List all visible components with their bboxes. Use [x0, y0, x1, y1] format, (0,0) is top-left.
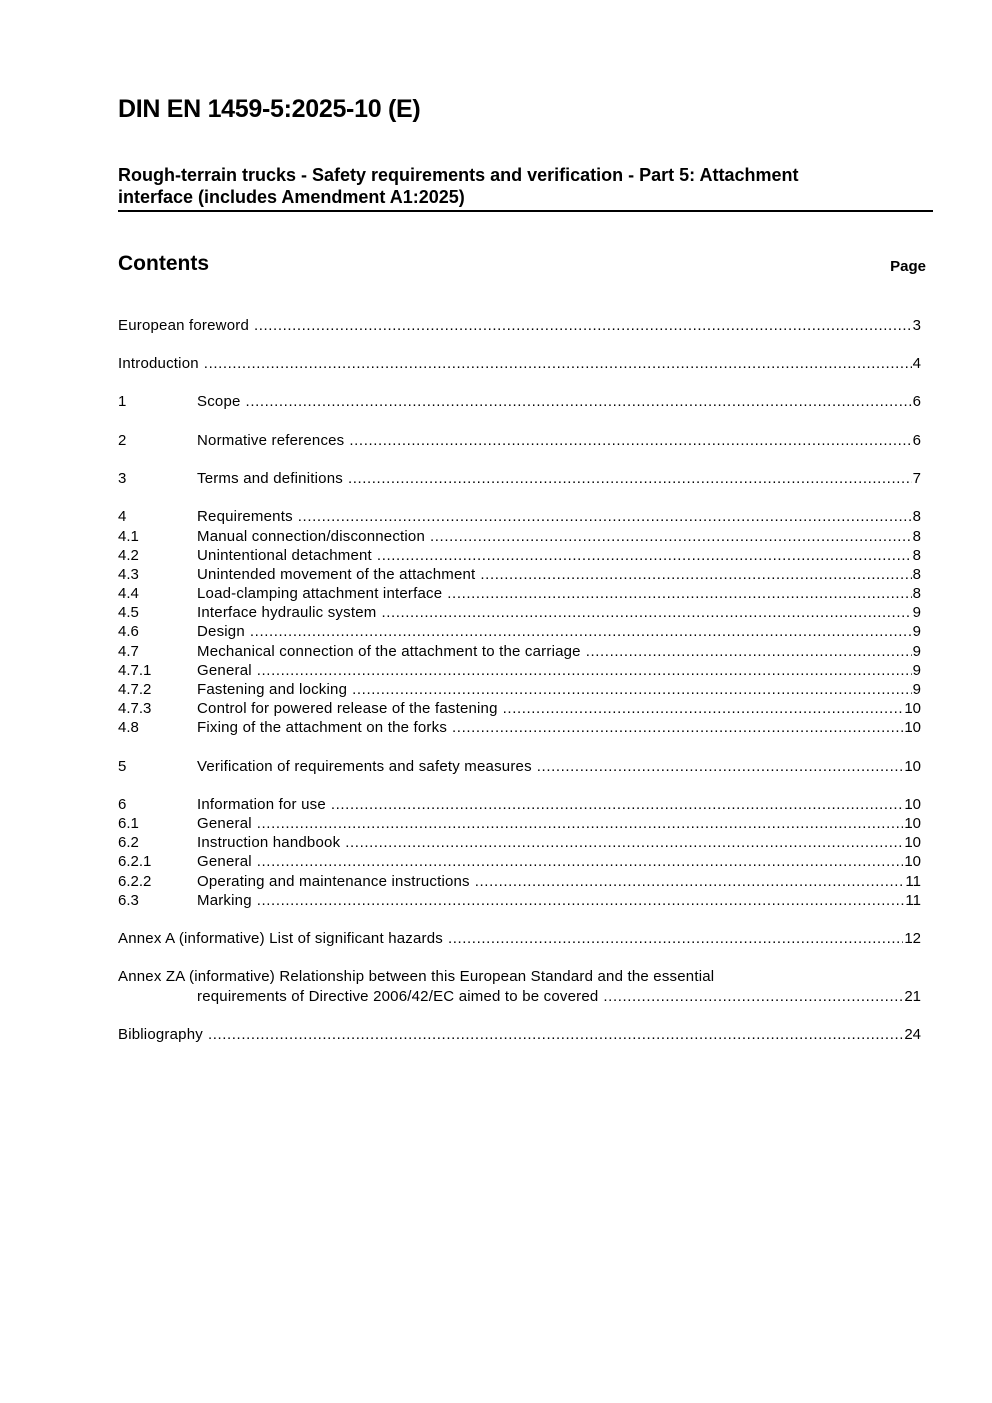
toc-entry-page: 7	[912, 470, 921, 487]
toc-entry-title: Information for use	[197, 796, 326, 813]
toc-entry-number: 4.8	[118, 719, 139, 736]
toc-entry-title: Marking	[197, 892, 252, 909]
toc-entry-6-1[interactable]	[118, 814, 921, 833]
toc-leader-dots	[348, 469, 912, 488]
toc-entry-title: Mechanical connection of the attachment to the carriage	[197, 643, 581, 660]
toc-entry-page: 8	[912, 566, 921, 583]
toc-entry-page: 10	[904, 796, 921, 813]
document-title	[118, 164, 933, 212]
toc-entry-number: 6.1	[118, 815, 139, 832]
toc-entry-page: 4	[912, 355, 921, 372]
toc-entry-european-foreword[interactable]	[118, 316, 921, 335]
document-title-line-1: Rough-terrain trucks - Safety requirements and verification - Part 5: Attachment	[118, 165, 799, 185]
toc-leader-dots	[381, 603, 911, 622]
toc-leader-dots	[254, 316, 912, 335]
contents-heading: Contents	[118, 252, 209, 275]
toc-entry-4-7[interactable]	[118, 642, 921, 661]
toc-entry-title: General	[197, 853, 252, 870]
toc-entry-4-8[interactable]	[118, 718, 921, 737]
toc-entry-page: 8	[912, 547, 921, 564]
toc-leader-dots	[447, 584, 911, 603]
toc-entry-title: General	[197, 662, 252, 679]
toc-entry-title: Normative references	[197, 432, 345, 449]
toc-entry-number: 4.2	[118, 547, 139, 564]
toc-entry-page: 10	[904, 719, 921, 736]
toc-entry-4[interactable]	[118, 507, 921, 526]
toc-leader-dots	[430, 527, 912, 546]
toc-leader-dots	[452, 718, 903, 737]
toc-entry-number: 6.2.1	[118, 853, 152, 870]
toc-leader-dots	[537, 757, 904, 776]
toc-leader-dots	[503, 699, 904, 718]
toc-entry-4-7-2[interactable]	[118, 680, 921, 699]
toc-entry-page: 8	[912, 508, 921, 525]
toc-entry-number: 2	[118, 432, 127, 449]
toc-entry-title: Instruction handbook	[197, 834, 341, 851]
toc-entry-number: 4.7.1	[118, 662, 152, 679]
toc-entry-4-5[interactable]	[118, 603, 921, 622]
toc-entry-page: 10	[904, 834, 921, 851]
toc-leader-dots	[345, 833, 903, 852]
toc-entry-page: 6	[912, 432, 921, 449]
toc-entry-bibliography[interactable]	[118, 1025, 921, 1044]
toc-entry-number: 4	[118, 508, 127, 525]
toc-entry-number: 6.2.2	[118, 873, 152, 890]
toc-entry-6-2-2[interactable]	[118, 872, 921, 891]
toc-entry-title: Annex A (informative) List of significant hazards	[118, 930, 443, 947]
toc-entry-title: Unintended movement of the attachment	[197, 566, 476, 583]
toc-entry-page: 8	[912, 528, 921, 545]
toc-entry-4-1[interactable]	[118, 527, 921, 546]
toc-entry-page: 10	[904, 758, 921, 775]
toc-leader-dots	[246, 392, 912, 411]
toc-entry-number: 4.3	[118, 566, 139, 583]
toc-entry-page: 3	[912, 317, 921, 334]
toc-entry-page: 10	[904, 700, 921, 717]
document-title-line-2: interface (includes Amendment A1:2025)	[118, 187, 465, 207]
toc-entry-6-3[interactable]	[118, 891, 921, 910]
toc-leader-dots	[480, 565, 911, 584]
toc-entry-number: 3	[118, 470, 127, 487]
toc-entry-title: General	[197, 815, 252, 832]
toc-leader-dots	[257, 661, 912, 680]
toc-leader-dots	[331, 795, 903, 814]
toc-entry-title: Design	[197, 623, 245, 640]
toc-leader-dots	[448, 929, 903, 948]
toc-entry-annex-za-title-line-1[interactable]: Annex ZA (informative) Relationship between this European Standard and the essential	[118, 968, 715, 985]
toc-entry-6-2[interactable]	[118, 833, 921, 852]
toc-entry-title: Fastening and locking	[197, 681, 348, 698]
toc-entry-title: Verification of requirements and safety measures	[197, 758, 532, 775]
toc-entry-page: 10	[904, 853, 921, 870]
document-id: DIN EN 1459-5:2025-10 (E)	[118, 95, 421, 123]
toc-leader-dots	[298, 507, 912, 526]
toc-leader-dots	[475, 872, 905, 891]
toc-leader-dots	[257, 891, 905, 910]
toc-entry-6[interactable]	[118, 795, 921, 814]
toc-entry-title: Manual connection/disconnection	[197, 528, 426, 545]
toc-entry-number: 4.4	[118, 585, 139, 602]
toc-leader-dots	[257, 852, 904, 871]
toc-entry-2[interactable]	[118, 431, 921, 450]
toc-entry-6-2-1[interactable]	[118, 852, 921, 871]
toc-leader-dots	[257, 814, 904, 833]
toc-entry-number: 4.7.2	[118, 681, 152, 698]
toc-entry-number: 6.2	[118, 834, 139, 851]
toc-leader-dots	[349, 431, 911, 450]
toc-entry-title: Fixing of the attachment on the forks	[197, 719, 448, 736]
toc-entry-4-4[interactable]	[118, 584, 921, 603]
toc-entry-number: 6	[118, 796, 127, 813]
toc-entry-title: requirements of Directive 2006/42/EC aimed to be covered	[197, 988, 599, 1005]
toc-entry-number: 4.6	[118, 623, 139, 640]
toc-entry-annex-za[interactable]	[118, 987, 921, 1006]
toc-entry-title: European foreword	[118, 317, 249, 334]
toc-entry-title: Scope	[197, 393, 241, 410]
toc-entry-title: Requirements	[197, 508, 293, 525]
toc-entry-page: 8	[912, 585, 921, 602]
toc-entry-title: Bibliography	[118, 1026, 203, 1043]
toc-entry-number: 4.7	[118, 643, 139, 660]
page-column-heading: Page	[890, 258, 926, 275]
toc-leader-dots	[603, 987, 903, 1006]
toc-leader-dots	[250, 622, 912, 641]
toc-entry-introduction[interactable]	[118, 354, 921, 373]
toc-entry-annex-a[interactable]	[118, 929, 921, 948]
toc-entry-page: 10	[904, 815, 921, 832]
toc-entry-title: Terms and definitions	[197, 470, 343, 487]
toc-entry-number: 4.7.3	[118, 700, 152, 717]
toc-entry-page: 12	[904, 930, 921, 947]
toc-entry-title: Interface hydraulic system	[197, 604, 377, 621]
toc-entry-4-3[interactable]	[118, 565, 921, 584]
toc-entry-1[interactable]	[118, 392, 921, 411]
toc-entry-number: 6.3	[118, 892, 139, 909]
toc-entry-number: 4.1	[118, 528, 139, 545]
toc-entry-page: 9	[912, 604, 921, 621]
toc-entry-title: Introduction	[118, 355, 199, 372]
toc-entry-4-2[interactable]	[118, 546, 921, 565]
toc-entry-title: Control for powered release of the fastening	[197, 700, 498, 717]
toc-entry-title: Load-clamping attachment interface	[197, 585, 443, 602]
toc-leader-dots	[208, 1025, 903, 1044]
toc-entry-4-6[interactable]	[118, 622, 921, 641]
toc-entry-page: 9	[912, 662, 921, 679]
toc-entry-number: 1	[118, 393, 127, 410]
toc-entry-number: 4.5	[118, 604, 139, 621]
toc-leader-dots	[377, 546, 912, 565]
toc-entry-title: Operating and maintenance instructions	[197, 873, 470, 890]
toc-entry-4-7-1[interactable]	[118, 661, 921, 680]
toc-leader-dots	[352, 680, 912, 699]
toc-entry-3[interactable]	[118, 469, 921, 488]
toc-entry-number: 5	[118, 758, 127, 775]
toc-entry-page: 11	[905, 873, 921, 890]
toc-leader-dots	[204, 354, 912, 373]
toc-entry-page: 21	[904, 988, 921, 1005]
toc-entry-4-7-3[interactable]	[118, 699, 921, 718]
toc-entry-page: 9	[912, 623, 921, 640]
toc-entry-page: 11	[905, 892, 921, 909]
toc-entry-page: 9	[912, 681, 921, 698]
toc-entry-title: Unintentional detachment	[197, 547, 372, 564]
toc-entry-page: 24	[904, 1026, 921, 1043]
toc-entry-page: 9	[912, 643, 921, 660]
toc-entry-page: 6	[912, 393, 921, 410]
toc-leader-dots	[586, 642, 912, 661]
toc-entry-5[interactable]	[118, 757, 921, 776]
